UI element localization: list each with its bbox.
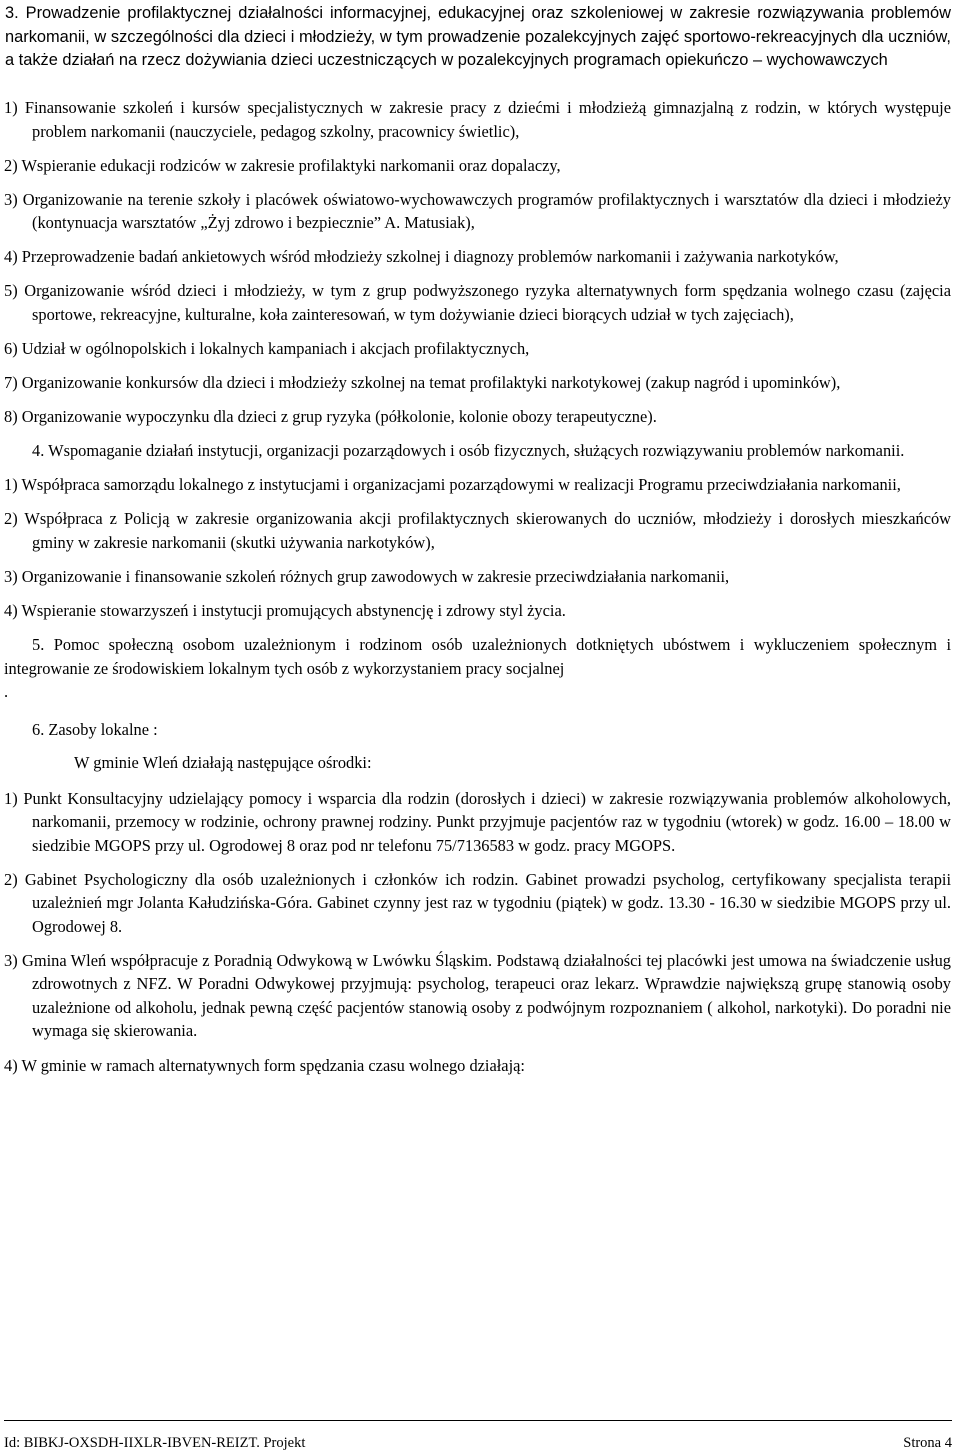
section-4-item-4: 4) Wspieranie stowarzyszeń i instytucji promujących abstynencję i zdrowy styl życia. xyxy=(4,601,566,621)
section-6-item-1: 1) Punkt Konsultacyjny udzielający pomocy i wsparcia dla rodzin (dorosłych i dzieci) w zakresie rozwiązywania problemów alkoholowych, narkomanii, przemocy w rodzinie, ochrony prawnej rodziny. Punkt przyjmuje pacjentów raz w tygodniu (wtorek) w godz. 16.00 – 18.00 w siedzibie MGOPS przy ul. Ogrodowej 8 oraz pod nr telefonu 75/7136583 w godz. pracy MGOPS. xyxy=(4,788,951,855)
document-id: Id: BIBKJ-OXSDH-IIXLR-IBVEN-REIZT. Projekt xyxy=(4,1435,306,1451)
section-3-item-7: 7) Organizowanie konkursów dla dzieci i młodzieży szkolnej na temat profilaktyki narkotykowej (zakup nagród i upominków), xyxy=(4,373,841,393)
section-6-item-2: 2) Gabinet Psychologiczny dla osób uzależnionych i członków ich rodzin. Gabinet prowadzi psycholog, certyfikowany specjalista terapii uzależnień mgr Jolanta Kałudzińska-Góra. Gabinet czynny jest raz w tygodniu (piątek) w godz. 13.30 - 16.30 w siedzibie MGOPS przy ul. Ogrodowej 8. xyxy=(4,869,951,936)
section-4-item-2: 2) Współpraca z Policją w zakresie organizowania akcji profilaktycznych skierowanych do uczniów, młodzieży i dorosłych mieszkańców gminy w zakresie narkomanii (skutki używania narkotyków), xyxy=(4,509,951,552)
page-footer xyxy=(4,1420,952,1452)
document-content xyxy=(4,96,951,1088)
section-3-list xyxy=(4,96,951,429)
section-4-list xyxy=(4,473,951,622)
section-3-item-8: 8) Organizowanie wypoczynku dla dzieci z grup ryzyka (półkolonie, kolonie obozy terapeutyczne). xyxy=(4,407,657,427)
section-6-heading: 6. Zasoby lokalne : xyxy=(32,719,158,739)
section-3-item-1: 1) Finansowanie szkoleń i kursów specjalistycznych w zakresie pracy z dziećmi i młodzieżą gimnazjalną z rodzin, w których występuje problem narkomanii (nauczyciele, pedagog szkolny, pracownicy świetlic), xyxy=(4,98,951,141)
section-6-list xyxy=(4,787,951,1077)
section-3-item-3: 3) Organizowanie na terenie szkoły i placówek oświatowo-wychowawczych programów profilaktycznych i warsztatów dla dzieci i młodzieży (kontynuacja warsztatów „Żyj zdrowo i bezpiecznie” A. Matusiak), xyxy=(4,189,951,233)
page-number: Strona 4 xyxy=(903,1435,952,1451)
section-6-subheading: W gminie Wleń działają następujące ośrodki: xyxy=(74,753,372,773)
section-3-item-4: 4) Przeprowadzenie badań ankietowych wśród młodzieży szkolnej i diagnozy problemów narkomanii i zażywania narkotyków, xyxy=(4,247,839,267)
section-3-intro xyxy=(5,2,951,73)
section-6-item-4: 4) W gminie w ramach alternatywnych form spędzania czasu wolnego działają: xyxy=(4,1055,525,1075)
section-4-item-1: 1) Współpraca samorządu lokalnego z instytucjami i organizacjami pozarządowymi w realizacji Programu przeciwdziałania narkomanii, xyxy=(4,475,901,495)
section-3-heading: 3. Prowadzenie profilaktycznej działalności informacyjnej, edukacyjnej oraz szkoleniowej w zakresie rozwiązywania problemów narkomanii, w szczególności dla dzieci i młodzieży, w tym prowadzenie pozalekcyjnych zajęć sportowo-rekreacyjnych dla uczniów, a także działań na rzecz dożywiania dzieci uczestniczących w pozalekcyjnych programach opiekuńczo – wychowawczych xyxy=(5,4,951,69)
section-5-heading: 5. Pomoc społeczną osobom uzależnionym i rodzinom osób uzależnionych dotkniętych ubóstwem i wykluczeniem społecznym i integrowanie ze środowiskiem lokalnym tych osób z wykorzystaniem pracy socjalnej xyxy=(4,635,951,678)
section-3-item-5: 5) Organizowanie wśród dzieci i młodzieży, w tym z grup podwyższonego ryzyka alternatywnych form spędzania wolnego czasu (zajęcia sportowe, rekreacyjne, kulturalne, koła zainteresowań, w tym dożywianie dzieci biorących udział w tych zajęciach), xyxy=(4,281,951,324)
section-5-trailing: . xyxy=(4,682,9,702)
section-6-item-3: 3) Gmina Wleń współpracuje z Poradnią Odwykową w Lwówku Śląskim. Podstawą działalności tej placówki jest umowa na świadczenie usług zdrowotnych z NFZ. W Poradni Odwykowej przyjmują: psycholog, terapeuci oraz lekarz. Wprawdzie największą grupę stanowią osoby uzależnione od alkoholu, jednak pewną część pacjentów stanowią osoby z podwójnym rozpoznaniem ( alkohol, narkotyki). Do poradni nie wymaga się skierowania. xyxy=(4,950,951,1041)
section-3-item-2: 2) Wspieranie edukacji rodziców w zakresie profilaktyki narkomanii oraz dopalaczy, xyxy=(4,155,561,175)
section-3-item-6: 6) Udział w ogólnopolskich i lokalnych kampaniach i akcjach profilaktycznych, xyxy=(4,338,530,358)
section-4-item-3: 3) Organizowanie i finansowanie szkoleń różnych grup zawodowych w zakresie przeciwdziałania narkomanii, xyxy=(4,567,730,587)
section-4-heading: 4. Wspomaganie działań instytucji, organizacji pozarządowych i osób fizycznych, służących rozwiązywaniu problemów narkomanii. xyxy=(32,441,905,461)
